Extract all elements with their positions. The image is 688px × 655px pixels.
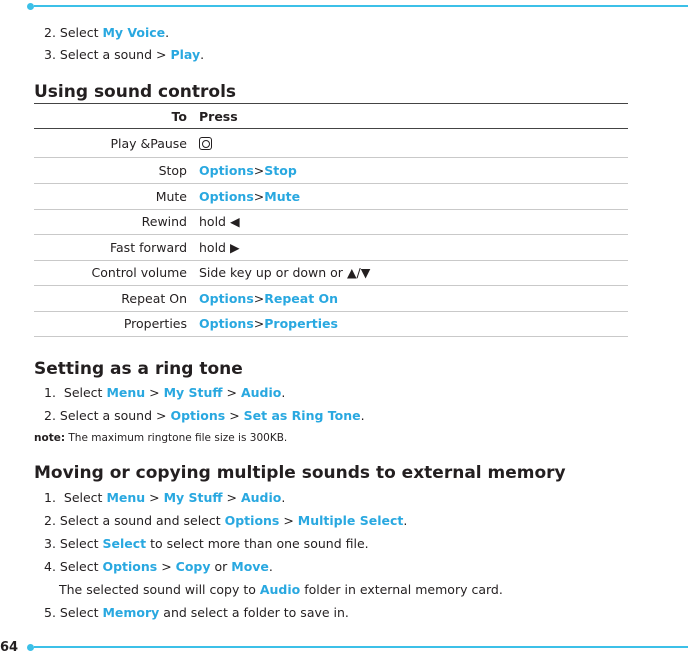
menu-label-select: Select <box>102 536 147 551</box>
table-row <box>34 209 628 235</box>
menu-label-options: Options <box>224 513 280 528</box>
menu-label-my-stuff: My Stuff <box>163 385 223 400</box>
step-text: Select <box>59 559 103 574</box>
step-text-end: . <box>165 25 170 40</box>
header-to: To <box>171 108 187 124</box>
menu-label-audio: Audio <box>259 582 301 597</box>
table-row <box>34 286 628 312</box>
menu-label-options: Options <box>170 408 226 423</box>
step-text: Select a sound > <box>59 408 171 423</box>
step-text: Select a sound and select <box>59 513 225 528</box>
step-number: 1. <box>44 490 56 505</box>
menu-label-audio: Audio <box>240 490 282 505</box>
separator: > <box>222 385 241 400</box>
step-number: 3. <box>44 47 56 62</box>
menu-label: Stop <box>264 163 297 178</box>
menu-label: Options <box>199 291 254 306</box>
row-key <box>199 311 338 336</box>
separator: > <box>253 163 265 178</box>
menu-label: Options <box>199 316 254 331</box>
row-action: Play &Pause <box>110 136 187 151</box>
top-step-3 <box>44 47 204 62</box>
key-text: hold <box>199 214 226 229</box>
separator: > <box>253 291 265 306</box>
step-number: 4. <box>44 559 56 574</box>
ok-button-icon <box>199 137 212 150</box>
move-copy-heading: Moving or copying multiple sounds to external memory <box>34 463 566 483</box>
table-header <box>34 103 628 129</box>
menu-label-my-voice: My Voice <box>102 25 166 40</box>
row-key <box>199 184 300 209</box>
step-text-end: . <box>403 513 408 528</box>
step-number: 2. <box>44 25 56 40</box>
separator: or <box>210 559 232 574</box>
key-text: Side key up or down or <box>199 265 343 280</box>
step-text: Select <box>63 490 107 505</box>
step-text-end: . <box>268 559 273 574</box>
move-step-5 <box>44 605 349 620</box>
sound-controls-heading: Using sound controls <box>34 82 237 102</box>
move-step-3 <box>44 536 369 551</box>
top-rule <box>34 5 688 7</box>
step-text: The selected sound will copy to <box>59 582 260 597</box>
ring-tone-heading: Setting as a ring tone <box>34 359 243 379</box>
menu-label: Repeat On <box>264 291 339 306</box>
menu-label-audio: Audio <box>240 385 282 400</box>
table-row <box>34 130 628 158</box>
separator: > <box>253 189 265 204</box>
row-key <box>199 260 370 285</box>
step-number: 3. <box>44 536 56 551</box>
menu-label: Options <box>199 163 254 178</box>
separator: > <box>145 385 164 400</box>
table-row <box>34 184 628 210</box>
step-text-end: . <box>200 47 205 62</box>
left-arrow-icon: ◀ <box>229 214 240 229</box>
right-arrow-icon: ▶ <box>229 240 240 255</box>
separator: > <box>253 316 265 331</box>
step-text-end: and select a folder to save in. <box>159 605 349 620</box>
row-key <box>199 158 297 183</box>
ring-tone-step-1 <box>44 385 285 400</box>
menu-label: Mute <box>264 189 301 204</box>
move-step-1 <box>44 490 285 505</box>
step-text-end: . <box>281 385 286 400</box>
step-text: Select <box>63 385 107 400</box>
step-number: 5. <box>44 605 56 620</box>
row-key <box>199 286 338 311</box>
row-action: Mute <box>155 189 187 204</box>
ring-tone-note <box>34 432 287 444</box>
separator: > <box>225 408 244 423</box>
up-down-arrow-icon: ▲/▼ <box>346 265 371 280</box>
step-number: 2. <box>44 513 56 528</box>
step-text: Select <box>59 536 103 551</box>
move-step-4-detail <box>59 582 503 597</box>
bottom-rule-dot <box>27 644 34 651</box>
note-label: note: <box>34 432 66 444</box>
menu-label-menu: Menu <box>106 490 146 505</box>
menu-label-menu: Menu <box>106 385 146 400</box>
ring-tone-step-2 <box>44 408 365 423</box>
top-step-2 <box>44 25 169 40</box>
row-key <box>199 209 240 234</box>
separator: > <box>222 490 241 505</box>
step-text-end: to select more than one sound file. <box>146 536 369 551</box>
step-number: 1. <box>44 385 56 400</box>
row-key <box>199 130 212 157</box>
header-press: Press <box>199 108 238 124</box>
step-text: Select <box>59 25 103 40</box>
table-row <box>34 235 628 261</box>
move-step-4 <box>44 559 273 574</box>
separator: > <box>157 559 176 574</box>
step-text-end: folder in external memory card. <box>300 582 503 597</box>
menu-label-my-stuff: My Stuff <box>163 490 223 505</box>
table-row <box>34 260 628 286</box>
move-step-2 <box>44 513 407 528</box>
menu-label-multiple-select: Multiple Select <box>297 513 404 528</box>
page-number: 64 <box>0 640 19 655</box>
step-number: 2. <box>44 408 56 423</box>
step-text: Select <box>59 605 103 620</box>
table-row <box>34 311 628 337</box>
row-action: Rewind <box>141 214 187 229</box>
menu-label: Properties <box>264 316 338 331</box>
menu-label-set-as-ring-tone: Set as Ring Tone <box>243 408 361 423</box>
menu-label-copy: Copy <box>175 559 211 574</box>
step-text: Select a sound > <box>59 47 171 62</box>
step-text-end: . <box>281 490 286 505</box>
menu-label-options: Options <box>102 559 158 574</box>
menu-label: Options <box>199 189 254 204</box>
step-text-end: . <box>360 408 365 423</box>
key-text: hold <box>199 240 226 255</box>
menu-label-move: Move <box>231 559 269 574</box>
table-row <box>34 158 628 184</box>
bottom-rule <box>34 646 688 648</box>
note-text: The maximum ringtone file size is 300KB. <box>65 432 288 444</box>
row-action: Control volume <box>91 265 187 280</box>
row-action: Stop <box>158 163 187 178</box>
row-key <box>199 235 240 260</box>
menu-label-memory: Memory <box>102 605 160 620</box>
row-action: Repeat On <box>121 291 187 306</box>
row-action: Fast forward <box>109 240 187 255</box>
separator: > <box>145 490 164 505</box>
menu-label-play: Play <box>170 47 201 62</box>
top-rule-dot <box>27 3 34 10</box>
separator: > <box>279 513 298 528</box>
row-action: Properties <box>123 316 187 331</box>
